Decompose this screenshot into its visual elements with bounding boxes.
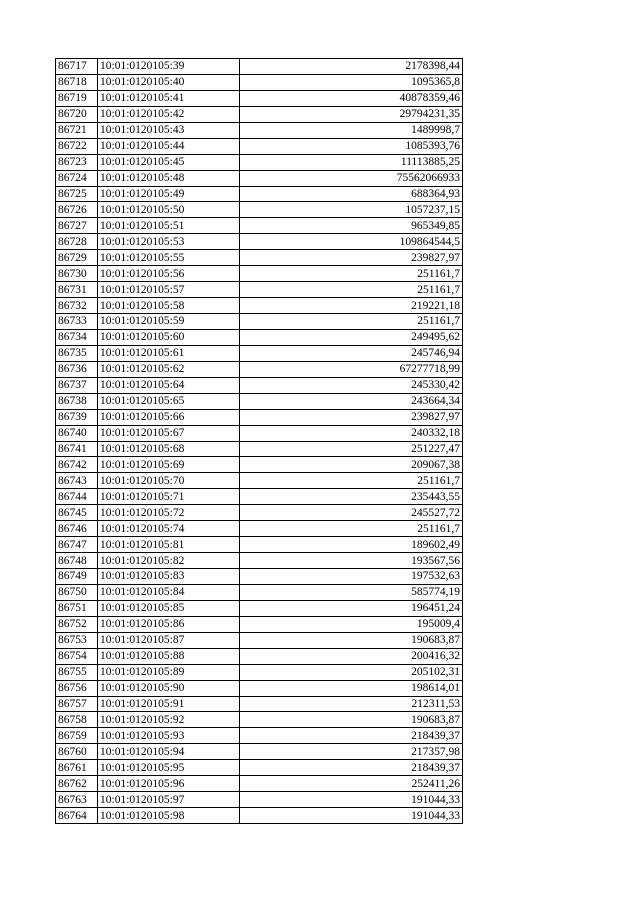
amount-cell: 1489998,7	[240, 122, 463, 138]
cadastral-number-cell: 10:01:0120105:57	[98, 282, 240, 298]
table-row	[56, 473, 463, 489]
amount-cell: 251161,7	[240, 521, 463, 537]
cadastral-number-cell: 10:01:0120105:56	[98, 266, 240, 282]
amount-cell: 249495,62	[240, 329, 463, 345]
table-row	[56, 377, 463, 393]
table-row	[56, 202, 463, 218]
cadastral-number-cell: 10:01:0120105:50	[98, 202, 240, 218]
row-id-cell: 86749	[56, 569, 98, 585]
cadastral-number-cell: 10:01:0120105:45	[98, 154, 240, 170]
table-row	[56, 314, 463, 330]
table-row	[56, 154, 463, 170]
amount-cell: 245330,42	[240, 377, 463, 393]
amount-cell: 585774,19	[240, 584, 463, 600]
cadastral-number-cell: 10:01:0120105:44	[98, 138, 240, 154]
amount-cell: 205102,31	[240, 664, 463, 680]
amount-cell: 196451,24	[240, 600, 463, 616]
row-id-cell: 86751	[56, 600, 98, 616]
cadastral-number-cell: 10:01:0120105:90	[98, 680, 240, 696]
amount-cell: 251161,7	[240, 282, 463, 298]
row-id-cell: 86761	[56, 760, 98, 776]
amount-cell: 1057237,15	[240, 202, 463, 218]
table-row	[56, 361, 463, 377]
cadastral-number-cell: 10:01:0120105:88	[98, 648, 240, 664]
row-id-cell: 86742	[56, 457, 98, 473]
amount-cell: 251161,7	[240, 473, 463, 489]
row-id-cell: 86717	[56, 59, 98, 75]
row-id-cell: 86724	[56, 170, 98, 186]
cadastral-number-cell: 10:01:0120105:83	[98, 569, 240, 585]
cadastral-number-cell: 10:01:0120105:92	[98, 712, 240, 728]
amount-cell: 190683,87	[240, 632, 463, 648]
amount-cell: 239827,97	[240, 250, 463, 266]
row-id-cell: 86718	[56, 74, 98, 90]
amount-cell: 29794231,35	[240, 106, 463, 122]
table-row	[56, 457, 463, 473]
table-row	[56, 106, 463, 122]
cadastral-number-cell: 10:01:0120105:48	[98, 170, 240, 186]
row-id-cell: 86755	[56, 664, 98, 680]
table-row	[56, 122, 463, 138]
cadastral-number-cell: 10:01:0120105:59	[98, 314, 240, 330]
row-id-cell: 86758	[56, 712, 98, 728]
amount-cell: 240332,18	[240, 425, 463, 441]
row-id-cell: 86721	[56, 122, 98, 138]
table-row	[56, 792, 463, 808]
row-id-cell: 86739	[56, 409, 98, 425]
amount-cell: 200416,32	[240, 648, 463, 664]
table-row	[56, 696, 463, 712]
amount-cell: 251161,7	[240, 266, 463, 282]
cadastral-number-cell: 10:01:0120105:97	[98, 792, 240, 808]
cadastral-number-cell: 10:01:0120105:96	[98, 776, 240, 792]
row-id-cell: 86730	[56, 266, 98, 282]
table-row	[56, 90, 463, 106]
cadastral-number-cell: 10:01:0120105:39	[98, 59, 240, 75]
cadastral-number-cell: 10:01:0120105:84	[98, 584, 240, 600]
amount-cell: 252411,26	[240, 776, 463, 792]
cadastral-number-cell: 10:01:0120105:53	[98, 234, 240, 250]
amount-cell: 245746,94	[240, 345, 463, 361]
cadastral-number-cell: 10:01:0120105:82	[98, 553, 240, 569]
table-row	[56, 234, 463, 250]
cadastral-number-cell: 10:01:0120105:61	[98, 345, 240, 361]
table-row	[56, 632, 463, 648]
table-row	[56, 505, 463, 521]
amount-cell: 189602,49	[240, 537, 463, 553]
table-row	[56, 329, 463, 345]
cadastral-number-cell: 10:01:0120105:49	[98, 186, 240, 202]
amount-cell: 217357,98	[240, 744, 463, 760]
row-id-cell: 86747	[56, 537, 98, 553]
amount-cell: 212311,53	[240, 696, 463, 712]
table-row	[56, 441, 463, 457]
row-id-cell: 86756	[56, 680, 98, 696]
table-row	[56, 218, 463, 234]
amount-cell: 193567,56	[240, 553, 463, 569]
table-row	[56, 282, 463, 298]
row-id-cell: 86725	[56, 186, 98, 202]
row-id-cell: 86757	[56, 696, 98, 712]
table-row	[56, 728, 463, 744]
row-id-cell: 86722	[56, 138, 98, 154]
table-row	[56, 664, 463, 680]
amount-cell: 190683,87	[240, 712, 463, 728]
row-id-cell: 86750	[56, 584, 98, 600]
row-id-cell: 86763	[56, 792, 98, 808]
cadastral-number-cell: 10:01:0120105:66	[98, 409, 240, 425]
row-id-cell: 86731	[56, 282, 98, 298]
table-row	[56, 760, 463, 776]
table-row	[56, 59, 463, 75]
row-id-cell: 86740	[56, 425, 98, 441]
table-row	[56, 425, 463, 441]
amount-cell: 243664,34	[240, 393, 463, 409]
table-row	[56, 298, 463, 314]
table-row	[56, 616, 463, 632]
cadastral-number-cell: 10:01:0120105:74	[98, 521, 240, 537]
row-id-cell: 86746	[56, 521, 98, 537]
cadastral-number-cell: 10:01:0120105:64	[98, 377, 240, 393]
amount-cell: 219221,18	[240, 298, 463, 314]
cadastral-number-cell: 10:01:0120105:41	[98, 90, 240, 106]
row-id-cell: 86743	[56, 473, 98, 489]
row-id-cell: 86748	[56, 553, 98, 569]
amount-cell: 218439,37	[240, 760, 463, 776]
row-id-cell: 86762	[56, 776, 98, 792]
row-id-cell: 86744	[56, 489, 98, 505]
amount-cell: 251161,7	[240, 314, 463, 330]
table-row	[56, 584, 463, 600]
row-id-cell: 86738	[56, 393, 98, 409]
table-row	[56, 521, 463, 537]
table-body	[56, 59, 463, 824]
cadastral-number-cell: 10:01:0120105:94	[98, 744, 240, 760]
row-id-cell: 86741	[56, 441, 98, 457]
amount-cell: 11113885,25	[240, 154, 463, 170]
amount-cell: 195009,4	[240, 616, 463, 632]
amount-cell: 688364,93	[240, 186, 463, 202]
amount-cell: 67277718,99	[240, 361, 463, 377]
cadastral-number-cell: 10:01:0120105:42	[98, 106, 240, 122]
row-id-cell: 86754	[56, 648, 98, 664]
cadastral-number-cell: 10:01:0120105:86	[98, 616, 240, 632]
amount-cell: 235443,55	[240, 489, 463, 505]
cadastral-number-cell: 10:01:0120105:58	[98, 298, 240, 314]
row-id-cell: 86726	[56, 202, 98, 218]
table-row	[56, 600, 463, 616]
table-row	[56, 648, 463, 664]
amount-cell: 191044,33	[240, 808, 463, 824]
row-id-cell: 86729	[56, 250, 98, 266]
table-row	[56, 489, 463, 505]
cadastral-number-cell: 10:01:0120105:51	[98, 218, 240, 234]
amount-cell: 209067,38	[240, 457, 463, 473]
table-row	[56, 170, 463, 186]
cadastral-number-cell: 10:01:0120105:70	[98, 473, 240, 489]
cadastral-number-cell: 10:01:0120105:65	[98, 393, 240, 409]
row-id-cell: 86737	[56, 377, 98, 393]
cadastral-number-cell: 10:01:0120105:89	[98, 664, 240, 680]
row-id-cell: 86723	[56, 154, 98, 170]
table-row	[56, 345, 463, 361]
cadastral-number-cell: 10:01:0120105:98	[98, 808, 240, 824]
amount-cell: 1085393,76	[240, 138, 463, 154]
amount-cell: 75562066933	[240, 170, 463, 186]
cadastral-number-cell: 10:01:0120105:85	[98, 600, 240, 616]
row-id-cell: 86752	[56, 616, 98, 632]
amount-cell: 191044,33	[240, 792, 463, 808]
row-id-cell: 86728	[56, 234, 98, 250]
table-row	[56, 680, 463, 696]
cadastral-number-cell: 10:01:0120105:69	[98, 457, 240, 473]
amount-cell: 218439,37	[240, 728, 463, 744]
cadastral-number-cell: 10:01:0120105:71	[98, 489, 240, 505]
table-row	[56, 776, 463, 792]
table-row	[56, 266, 463, 282]
table-row	[56, 186, 463, 202]
cadastral-number-cell: 10:01:0120105:43	[98, 122, 240, 138]
row-id-cell: 86745	[56, 505, 98, 521]
cadastral-number-cell: 10:01:0120105:67	[98, 425, 240, 441]
row-id-cell: 86732	[56, 298, 98, 314]
data-table	[55, 58, 463, 824]
row-id-cell: 86733	[56, 314, 98, 330]
cadastral-number-cell: 10:01:0120105:62	[98, 361, 240, 377]
row-id-cell: 86727	[56, 218, 98, 234]
table-row	[56, 569, 463, 585]
amount-cell: 965349,85	[240, 218, 463, 234]
row-id-cell: 86734	[56, 329, 98, 345]
table-row	[56, 393, 463, 409]
amount-cell: 251227,47	[240, 441, 463, 457]
cadastral-number-cell: 10:01:0120105:68	[98, 441, 240, 457]
row-id-cell: 86760	[56, 744, 98, 760]
amount-cell: 245527,72	[240, 505, 463, 521]
table-row	[56, 808, 463, 824]
table-row	[56, 250, 463, 266]
table-row	[56, 553, 463, 569]
cadastral-number-cell: 10:01:0120105:81	[98, 537, 240, 553]
row-id-cell: 86764	[56, 808, 98, 824]
table-row	[56, 712, 463, 728]
cadastral-number-cell: 10:01:0120105:91	[98, 696, 240, 712]
row-id-cell: 86736	[56, 361, 98, 377]
table-row	[56, 537, 463, 553]
table-row	[56, 74, 463, 90]
amount-cell: 109864544,5	[240, 234, 463, 250]
amount-cell: 2178398,44	[240, 59, 463, 75]
row-id-cell: 86753	[56, 632, 98, 648]
row-id-cell: 86719	[56, 90, 98, 106]
table-row	[56, 744, 463, 760]
amount-cell: 1095365,8	[240, 74, 463, 90]
cadastral-number-cell: 10:01:0120105:60	[98, 329, 240, 345]
amount-cell: 198614,01	[240, 680, 463, 696]
row-id-cell: 86759	[56, 728, 98, 744]
row-id-cell: 86720	[56, 106, 98, 122]
cadastral-number-cell: 10:01:0120105:72	[98, 505, 240, 521]
row-id-cell: 86735	[56, 345, 98, 361]
amount-cell: 197532,63	[240, 569, 463, 585]
amount-cell: 239827,97	[240, 409, 463, 425]
table-row	[56, 409, 463, 425]
cadastral-number-cell: 10:01:0120105:93	[98, 728, 240, 744]
table-row	[56, 138, 463, 154]
cadastral-number-cell: 10:01:0120105:87	[98, 632, 240, 648]
cadastral-number-cell: 10:01:0120105:55	[98, 250, 240, 266]
amount-cell: 40878359,46	[240, 90, 463, 106]
cadastral-number-cell: 10:01:0120105:40	[98, 74, 240, 90]
cadastral-number-cell: 10:01:0120105:95	[98, 760, 240, 776]
